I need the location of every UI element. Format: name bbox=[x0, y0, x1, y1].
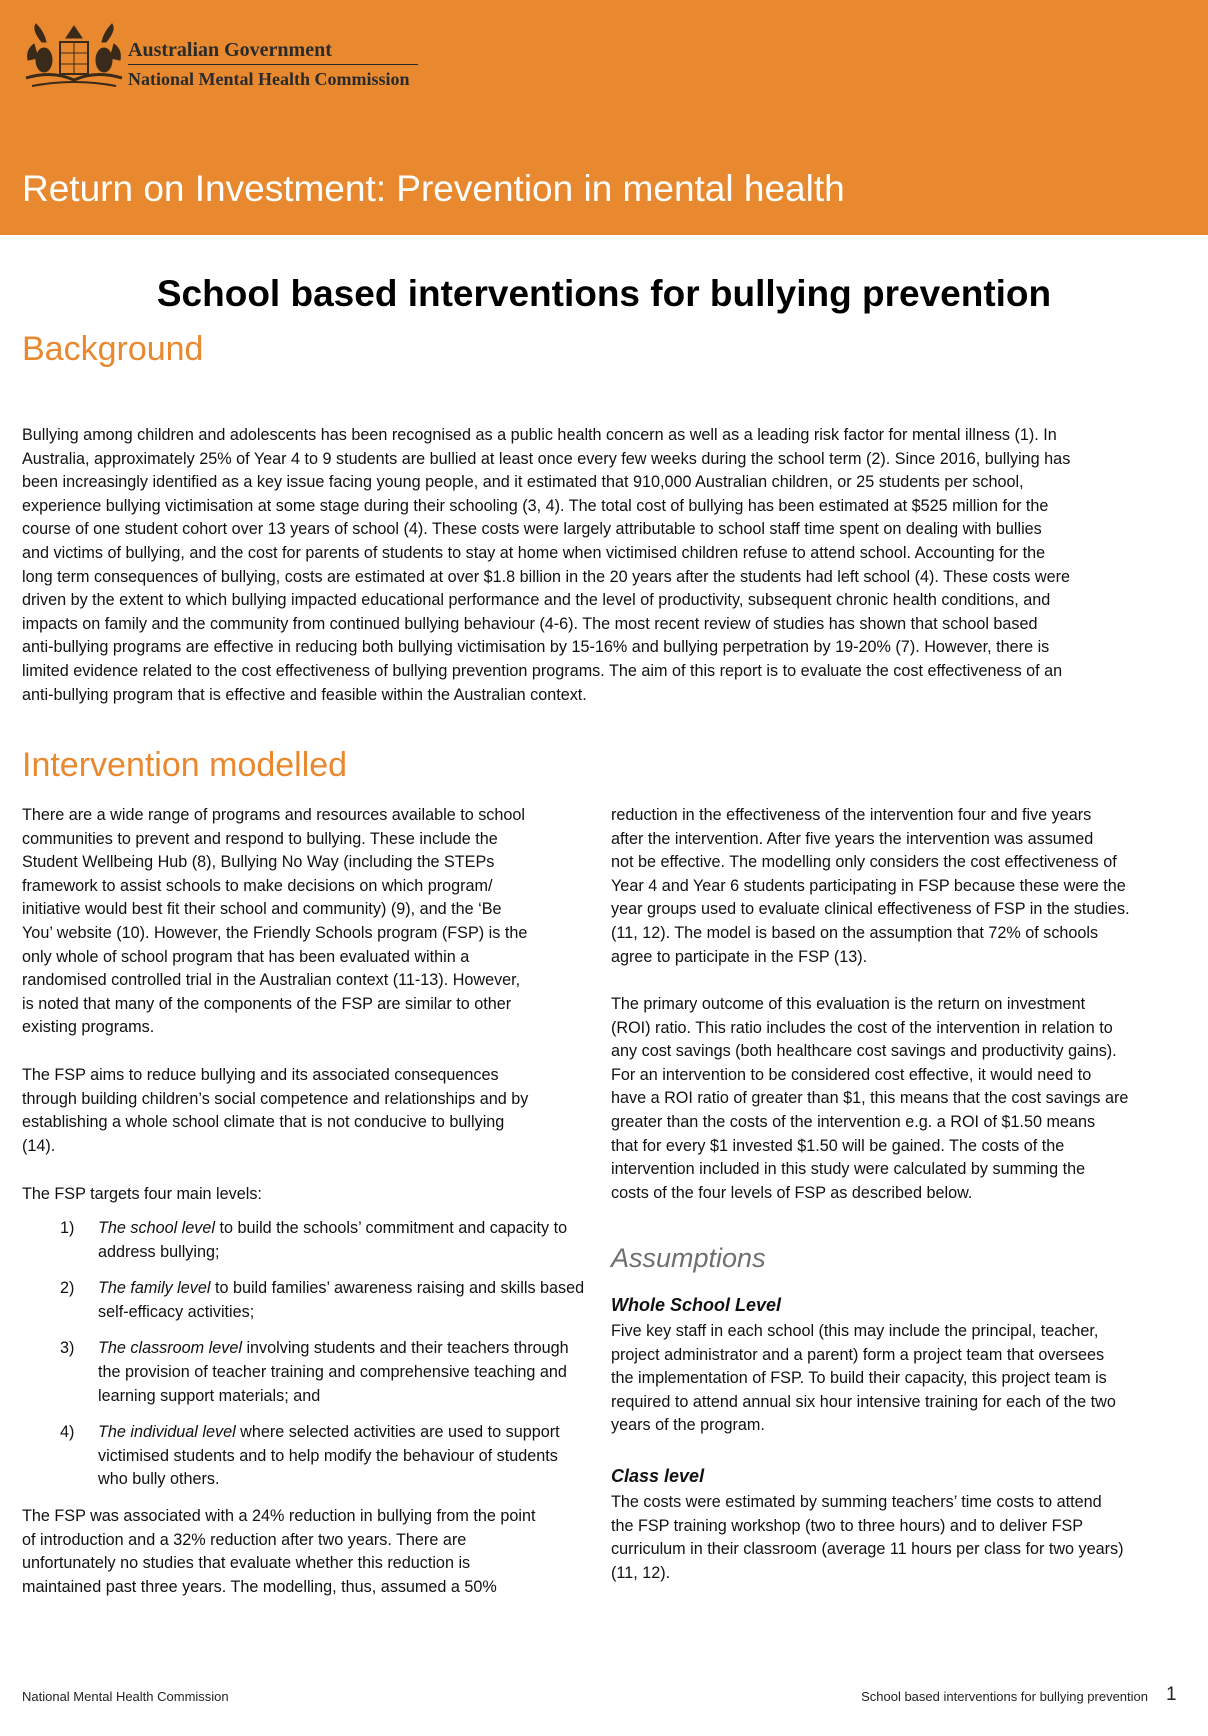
level-description: where selected activities are used to support victimised students and to help modify the behaviour of students who bully others. bbox=[98, 1423, 560, 1489]
text-line: framework to assist schools to make decisions on which program/ bbox=[22, 876, 493, 895]
footer-organisation: National Mental Health Commission bbox=[22, 1689, 229, 1704]
text-line: is noted that many of the components of the FSP are similar to other bbox=[22, 994, 512, 1013]
text-line: The FSP was associated with a 24% reduction in bullying from the point bbox=[22, 1507, 536, 1525]
text-line: There are a wide range of programs and resources available to school bbox=[22, 806, 525, 824]
list-number: 2) bbox=[60, 1279, 75, 1298]
text-line: anti-bullying programs are effective in reducing both bullying victimisation by 15-16% and bullying perpetration by 19-20% (7). However, there is bbox=[22, 638, 1050, 657]
text-line: after the intervention. After five years the intervention was assumed bbox=[611, 829, 1094, 848]
list-number: 4) bbox=[60, 1423, 75, 1442]
text-line: intervention included in this study were calculated by summing the bbox=[611, 1160, 1086, 1179]
level-name: The school level bbox=[98, 1219, 215, 1237]
text-line: been increasingly identified as a key issue facing young people, and it estimated that 910,000 Australian children, or 25 students per school, bbox=[22, 473, 1024, 492]
list-number: 3) bbox=[60, 1339, 75, 1358]
text-line: maintained past three years. The modelling, thus, assumed a 50% bbox=[22, 1577, 497, 1596]
text-line: agree to participate in the FSP (13). bbox=[611, 947, 868, 966]
text-line: only whole of school program that has been evaluated within a bbox=[22, 947, 470, 966]
assumptions-heading: Assumptions bbox=[611, 1243, 766, 1273]
text-line: (14). bbox=[22, 1136, 56, 1155]
text-line: the FSP training workshop (two to three hours) and to deliver FSP bbox=[611, 1516, 1084, 1535]
text-line: (11, 12). bbox=[611, 1563, 671, 1582]
text-line: greater than the costs of the intervention e.g. a ROI of $1.50 means bbox=[611, 1112, 1096, 1131]
page-number: 1 bbox=[1166, 1684, 1177, 1705]
text-line: long term consequences of bullying, costs are estimated at over $1.8 billion in the 20 years after the students had left school (4). These costs were bbox=[22, 567, 1070, 586]
text-line: The FSP aims to reduce bullying and its associated consequences bbox=[22, 1066, 499, 1084]
class-level-paragraph bbox=[611, 1491, 1186, 1585]
whole-school-paragraph bbox=[611, 1320, 1186, 1438]
text-line: Five key staff in each school (this may include the principal, teacher, bbox=[611, 1322, 1099, 1340]
list-item bbox=[22, 1217, 587, 1264]
text-line: that for every $1 invested $1.50 will be gained. The costs of the bbox=[611, 1136, 1065, 1155]
australian-coat-of-arms-icon bbox=[22, 20, 126, 92]
level-description: involving students and their teachers through the provision of teacher training and comprehensive teaching and learning support materials; and bbox=[98, 1339, 569, 1405]
intervention-right-paragraph-1 bbox=[611, 804, 1186, 969]
text-line: impacts on family and the community from continued bullying behaviour (4-6). The most recent review of studies has shown that school based bbox=[22, 614, 1038, 633]
text-line: You’ website (10). However, the Friendly Schools program (FSP) is the bbox=[22, 923, 528, 942]
intervention-paragraph-1 bbox=[22, 804, 582, 1040]
text-line: curriculum in their classroom (average 11 hours per class for two years) bbox=[611, 1540, 1124, 1559]
gov-line-commission: National Mental Health Commission bbox=[128, 69, 410, 89]
text-line: course of one student cohort over 13 years of school (4). These costs were largely attributable to school staff time spent on dealing with bullies bbox=[22, 520, 1042, 539]
text-line: any cost savings (both healthcare cost savings and productivity gains). bbox=[611, 1042, 1117, 1061]
text-line: not be effective. The modelling only considers the cost effectiveness of bbox=[611, 853, 1117, 872]
fsp-levels-list bbox=[22, 1217, 587, 1505]
whole-school-heading: Whole School Level bbox=[611, 1295, 782, 1315]
background-heading: Background bbox=[22, 330, 204, 368]
text-line: driven by the extent to which bullying impacted educational performance and the level of productivity, subsequent chronic health conditions, and bbox=[22, 591, 1051, 610]
background-paragraph bbox=[22, 424, 1197, 707]
level-name: The family level bbox=[98, 1279, 211, 1298]
list-item bbox=[22, 1337, 587, 1408]
text-line: the implementation of FSP. To build their capacity, this project team is bbox=[611, 1369, 1107, 1388]
text-line: required to attend annual six hour intensive training for each of the two bbox=[611, 1392, 1116, 1411]
list-number: 1) bbox=[60, 1219, 75, 1237]
text-line: year groups used to evaluate clinical effectiveness of FSP in the studies. bbox=[611, 900, 1130, 919]
text-line: Year 4 and Year 6 students participating in FSP because these were the bbox=[611, 876, 1126, 895]
intervention-paragraph-4 bbox=[22, 1505, 582, 1599]
text-line: Student Wellbeing Hub (8), Bullying No Way (including the STEPs bbox=[22, 853, 495, 872]
text-line: experience bullying victimisation at some stage during their schooling (3, 4). The total cost of bullying has been estimated at $525 million for the bbox=[22, 496, 1049, 515]
text-line: unfortunately no studies that evaluate whether this reduction is bbox=[22, 1554, 471, 1573]
list-item bbox=[22, 1421, 587, 1492]
government-wordmark bbox=[128, 38, 418, 91]
text-line: establishing a whole school climate that is not conducive to bullying bbox=[22, 1113, 505, 1132]
text-line: (11, 12). The model is based on the assumption that 72% of schools bbox=[611, 923, 1099, 942]
level-name: The individual level bbox=[98, 1423, 236, 1442]
text-line: initiative would best fit their school and community) (9), and the ‘Be bbox=[22, 900, 502, 919]
text-line: limited evidence related to the cost effectiveness of bullying prevention programs. The aim of this report is to evaluate the cost effectiveness of an bbox=[22, 661, 1063, 680]
header-banner bbox=[0, 0, 1208, 235]
document-title: School based interventions for bullying prevention bbox=[156, 273, 1052, 314]
text-line: costs of the four levels of FSP as described below. bbox=[611, 1183, 973, 1202]
intervention-right-paragraph-2 bbox=[611, 993, 1186, 1205]
text-line: reduction in the effectiveness of the intervention four and five years bbox=[611, 806, 1092, 824]
text-line: through building children’s social competence and relationships and by bbox=[22, 1089, 529, 1108]
list-item bbox=[22, 1277, 587, 1324]
text-line: The primary outcome of this evaluation is the return on investment bbox=[611, 995, 1086, 1013]
text-line: For an intervention to be considered cost effective, it would need to bbox=[611, 1065, 1092, 1084]
text-line: Australia, approximately 25% of Year 4 to 9 students are bullied at least once every few weeks during the school term (2). Since 2016, bullying has bbox=[22, 449, 1071, 468]
level-description: to build the schools’ commitment and capacity to address bullying; bbox=[98, 1219, 568, 1261]
text-line: project administrator and a parent) form a project team that oversees bbox=[611, 1345, 1105, 1364]
level-description: to build families’ awareness raising and skills based self-efficacy activities; bbox=[98, 1279, 585, 1321]
gov-line-australian-government: Australian Government bbox=[128, 38, 418, 65]
text-line: communities to prevent and respond to bullying. These include the bbox=[22, 829, 498, 848]
level-name: The classroom level bbox=[98, 1339, 242, 1358]
text-line: of introduction and a 32% reduction after two years. There are bbox=[22, 1530, 467, 1549]
text-line: and victims of bullying, and the cost for parents of students to stay at home when victimised children refuse to attend school. Accounting for the bbox=[22, 543, 1046, 562]
intervention-paragraph-2 bbox=[22, 1064, 582, 1158]
text-line: randomised controlled trial in the Australian context (11-13). However, bbox=[22, 971, 521, 990]
text-line: have a ROI ratio of greater than $1, this means that the cost savings are bbox=[611, 1089, 1129, 1108]
text-line: The costs were estimated by summing teachers’ time costs to attend bbox=[611, 1493, 1102, 1511]
text-line: Bullying among children and adolescents has been recognised as a public health concern as well as a leading risk factor for mental illness (1). In bbox=[22, 426, 1057, 444]
banner-title: Return on Investment: Prevention in mental health bbox=[22, 168, 845, 209]
intervention-paragraph-3: The FSP targets four main levels: bbox=[22, 1185, 262, 1203]
text-line: (ROI) ratio. This ratio includes the cost of the intervention in relation to bbox=[611, 1018, 1113, 1037]
class-level-heading: Class level bbox=[611, 1466, 705, 1486]
text-line: existing programs. bbox=[22, 1018, 155, 1037]
text-line: years of the program. bbox=[611, 1416, 765, 1435]
footer-document-title: School based interventions for bullying prevention bbox=[861, 1689, 1148, 1704]
text-line: anti-bullying program that is effective and feasible within the Australian context. bbox=[22, 685, 587, 704]
intervention-heading: Intervention modelled bbox=[22, 746, 348, 784]
